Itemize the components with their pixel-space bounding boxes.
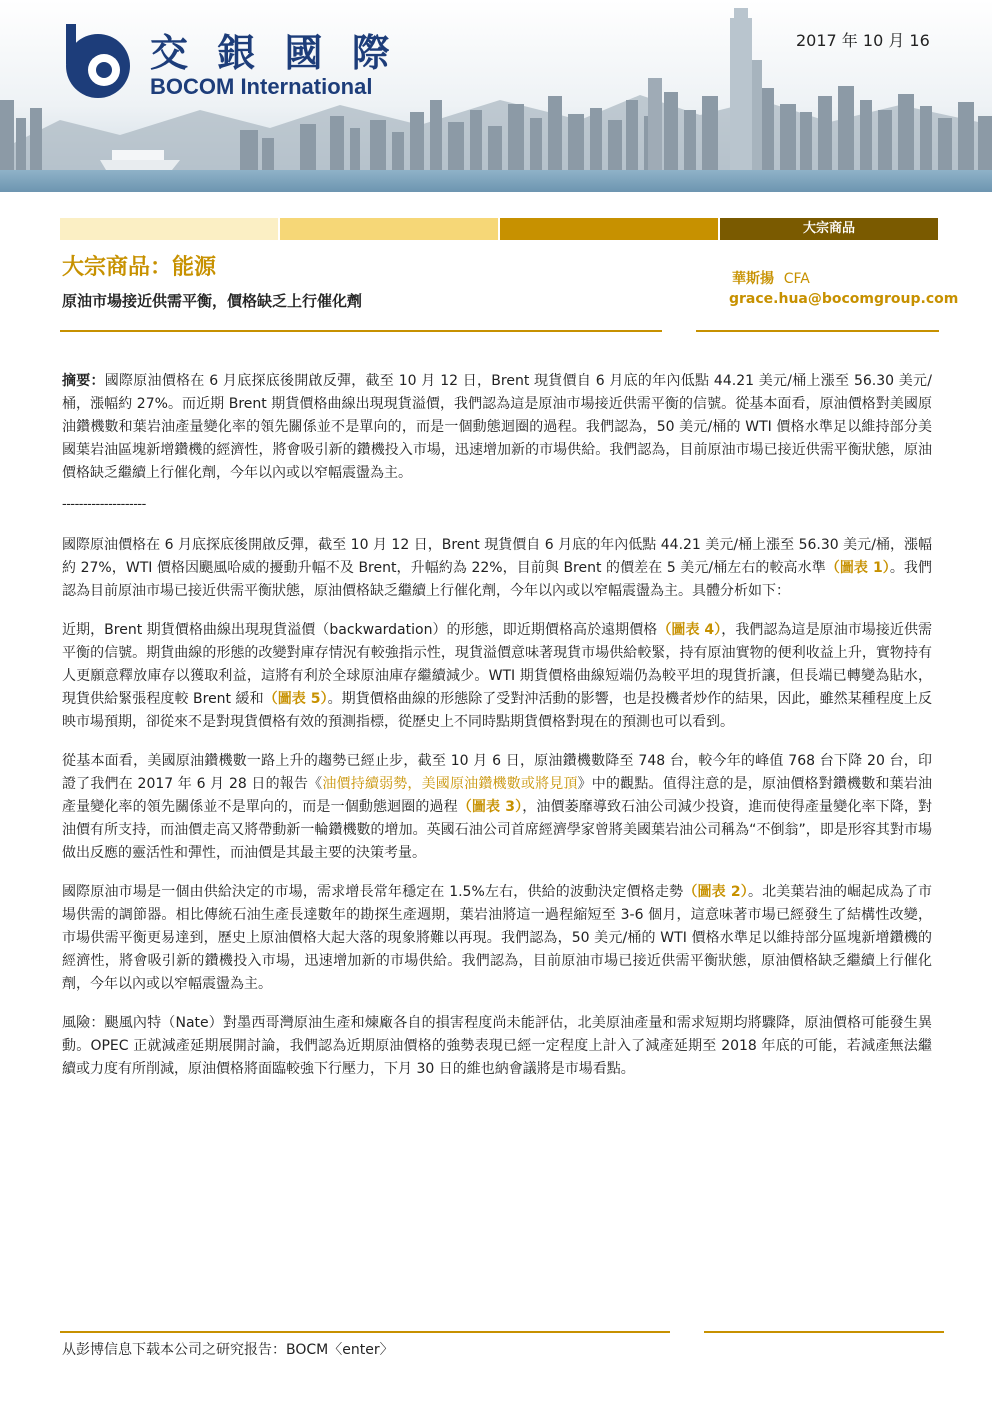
- paragraph-2: [62, 619, 932, 734]
- summary-lead: 摘要：: [62, 373, 105, 389]
- analyst-underline: [696, 330, 939, 332]
- paragraph-2-text-b: ，我們認為這是原油市場接近供需平衡的信號。期貨曲線的形態的改變對庫存情況有較強指示性，現貨溢價意味著現貨市場供給較緊，持有原油實物的便利收益上升，實物持有人更願意釋放庫存以獲取利益，這將有利於全球原油庫存繼續減少。WTI 期貨價格曲線短端仍為較平坦的現貨折讓，但長端已轉變為貼水，現貨供給緊張程度較 Brent 緩和: [62, 622, 933, 707]
- paragraph-2-text-c: 。期貨價格曲線的形態除了受對沖活動的影響，也是投機者炒作的結果，因此，雖然某種程度上反映市場預期，卻從來不是對現貨價格有效的預測指標，從歷史上不同時點期貨價格對現在的預測也可以看到。: [62, 691, 932, 730]
- bocom-logo-icon: [57, 22, 139, 104]
- footer-bloomberg-note: 从彭博信息下载本公司之研究报告：BOCM〈enter〉: [62, 1342, 394, 1358]
- paragraph-4-text-a: 國際原油市場是一個由供給決定的市場，需求增長常年穩定在 1.5%左右，供給的波動決定價格走勢: [62, 884, 684, 900]
- header-banner: [0, 0, 992, 192]
- figure-ref-1[interactable]: （圖表 1）: [825, 560, 890, 576]
- analyst-cert: CFA: [783, 271, 810, 287]
- separator-line: --------------------: [62, 497, 146, 512]
- paragraph-1: [62, 534, 932, 603]
- paragraph-3-text-c: ，油價萎靡導致石油公司減少投資，進而使得產量變化率下降，對油價有所支持，而油價走高又將帶動新一輪鑽機數的增加。英國石油公司首席經濟學家曾將美國葉岩油公司稱為“不倒翁”，即是形容其對市場做出反應的靈活性和彈性，而油價是其最主要的決策考量。: [62, 799, 932, 861]
- category-bar-segment-1: [60, 218, 278, 240]
- figure-ref-3[interactable]: （圖表 3）: [457, 799, 523, 815]
- figure-ref-4[interactable]: （圖表 4）: [657, 622, 722, 638]
- brand-name-chinese: 交 銀 國 際: [150, 30, 398, 75]
- report-date: 2017 年 10 月 16: [796, 31, 930, 50]
- paragraph-3-text-a: 從基本面看，美國原油鑽機數一路上升的趨勢已經止步，截至 10 月 6 日，原油鑽機數降至 748 台，較今年的峰值 768 台下降 20 台，印證了我們在 2017 年 6 月 28 日的報告《: [62, 753, 932, 792]
- paragraph-1-text-a: 國際原油價格在 6 月底探底後開啟反彈，截至 10 月 12 日，Brent 現貨價自 6 月底的年內低點 44.21 美元/桶上漲至 56.30 美元/桶，漲幅約 27%，WTI 價格因颶風哈威的擾動升幅不及 Brent，升幅約為 22%，目前與 Brent 的價差在 5 美元/桶左右的較高水準: [62, 537, 932, 576]
- paragraph-2-text-a: 近期，Brent 期貨價格曲線出現現貨溢價（backwardation）的形態，即近期價格高於遠期價格: [62, 622, 658, 638]
- sector-title: 大宗商品：能源: [62, 254, 217, 280]
- category-bar-segment-3: [500, 218, 718, 240]
- summary-paragraph: [62, 370, 932, 485]
- analyst-name: [732, 268, 810, 288]
- summary-text: 國際原油價格在 6 月底探底後開啟反彈，截至 10 月 12 日，Brent 現貨價自 6 月底的年內低點 44.21 美元/桶上漲至 56.30 美元/桶，漲幅約 27%。而近期 Brent 期貨價格曲線出現現貨溢價，我們認為這是原油市場接近供需平衡的信號。從基本面看，原油價格對美國原油鑽機數和葉岩油產量變化率的領先關係並不是單向的，而是一個動態迴圈的過程。我們認為，50 美元/桶的 WTI 價格水準足以維持部分美國葉岩油區塊新增鑽機的經濟性，將會吸引新的鑽機投入市場，迅速增加新的市場供給。我們認為，目前原油市場已接近供需平衡狀態，原油價格缺乏繼續上行催化劑，今年以內或以窄幅震盪為主。: [62, 373, 932, 481]
- analyst-name-text: 華斯揚: [732, 271, 774, 287]
- footer-rule-left: [60, 1331, 670, 1333]
- risk-paragraph: 風險：颶風內特（Nate）對墨西哥灣原油生產和煉廠各自的損害程度尚未能評估，北美原油產量和需求短期均將驟降，原油價格可能發生異動。OPEC 正就減產延期展開討論，我們認為近期原油價格的強勢表現已經一定程度上計入了減產延期至 2018 年底的可能，若減產無法繼續或力度有所削減，原油價格將面臨較強下行壓力，下月 30 日的維也納會議將是市場看點。: [62, 1015, 932, 1077]
- title-underline: [60, 330, 662, 332]
- report-title: 原油市場接近供需平衡，價格缺乏上行催化劑: [62, 292, 363, 310]
- paragraph-3: [62, 750, 932, 865]
- paragraph-4: [62, 881, 932, 996]
- report-body: [62, 370, 932, 1097]
- paragraph-3-text-b: 》中的觀點。值得注意的是，原油價格對鑽機數和葉岩油產量變化率的領先關係並不是單向的，而是一個動態迴圈的過程: [62, 776, 932, 815]
- category-label: 大宗商品: [802, 221, 855, 236]
- paragraph-1-text-b: 。我們認為目前原油市場已接近供需平衡狀態，原油價格缺乏繼續上行催化劑，今年以內或以窄幅震盪為主。具體分析如下：: [62, 560, 932, 599]
- analyst-email[interactable]: grace.hua@bocomgroup.com: [729, 291, 959, 307]
- report-link[interactable]: 油價持續弱勢，美國原油鑽機數或將見頂: [322, 776, 578, 792]
- paragraph-4-text-b: 。北美葉岩油的崛起成為了市場供需的調節器。相比傳統石油生產長達數年的勘探生產週期，葉岩油將這一過程縮短至 3-6 個月，這意味著市場已經發生了結構性改變，市場供需平衡更易達到，歷史上原油價格大起大落的現象將難以再現。我們認為，50 美元/桶的 WTI 價格水準足以維持部分區塊新增鑽機的經濟性，將會吸引新的鑽機投入市場，迅速增加新的市場供給。我們認為，目前原油市場已接近供需平衡狀態，原油價格缺乏繼續上行催化劑，今年以內或以窄幅震盪為主。: [62, 884, 933, 992]
- figure-ref-5[interactable]: （圖表 5）: [263, 691, 328, 707]
- footer-rule-right: [704, 1331, 944, 1333]
- brand-name-english: BOCOM International: [150, 74, 373, 99]
- category-bar-segment-2: [280, 218, 498, 240]
- figure-ref-2[interactable]: （圖表 2）: [683, 884, 748, 900]
